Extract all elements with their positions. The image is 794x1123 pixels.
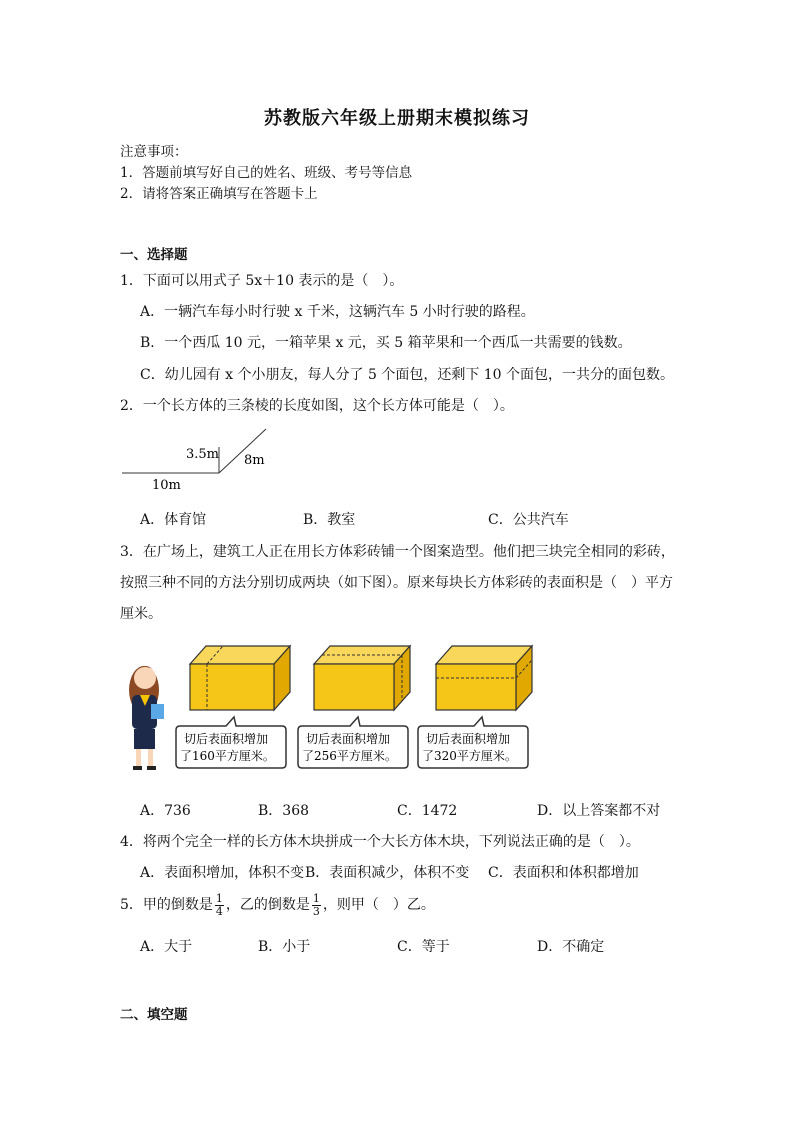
- q2-stem: 2．一个长方体的三条棱的长度如图，这个长方体可能是（ ）。: [120, 398, 514, 414]
- q1-stem: 1．下面可以用式子 5x＋10 表示的是（ ）。: [120, 273, 404, 289]
- cuboid-edges-figure: [118, 425, 278, 495]
- bubble-3-line1: 切后表面积增加: [426, 732, 511, 746]
- q3-option-c: C．1472: [397, 803, 458, 819]
- q3-stem-line2: 按照三种不同的方法分别切成两块（如下图）。原来每块长方体彩砖的表面积是（ ）平方: [120, 575, 673, 591]
- q5-stem-a: 5．甲的倒数是: [120, 897, 213, 913]
- q2-option-c: C．公共汽车: [488, 512, 569, 528]
- bubble-2-line2: 了256平方厘米。: [302, 749, 397, 763]
- q5-option-c: C．等于: [397, 939, 450, 955]
- brick-2: [314, 646, 410, 710]
- section1-heading: 一、选择题: [120, 247, 188, 263]
- q2-option-b: B．教室: [303, 512, 356, 528]
- q5-stem-c: ，则甲（ ）乙。: [322, 897, 435, 913]
- length-label: 10m: [152, 478, 181, 493]
- bubble-3-line2: 了320平方厘米。: [422, 749, 517, 763]
- page-title: 苏教版六年级上册期末模拟练习: [264, 108, 530, 129]
- teacher-illustration: [129, 666, 164, 770]
- bubble-1-line1: 切后表面积增加: [184, 732, 269, 746]
- q4-option-c: C．表面积和体积都增加: [488, 865, 639, 881]
- brick-1: [190, 646, 290, 710]
- q1-option-b: B．一个西瓜 10 元，一箱苹果 x 元，买 5 箱苹果和一个西瓜一共需要的钱数。: [140, 335, 632, 351]
- q5-option-b: B．小于: [258, 939, 311, 955]
- q3-option-b: B．368: [258, 803, 310, 819]
- q1-option-a: A．一辆汽车每小时行驶 x 千米，这辆汽车 5 小时行驶的路程。: [140, 304, 535, 320]
- bubble-1-line2: 了160平方厘米。: [180, 749, 275, 763]
- q1-option-c: C．幼儿园有 x 个小朋友，每人分了 5 个面包，还剩下 10 个面包，一共分的面包数。: [140, 367, 675, 383]
- height-label: 3.5m: [186, 447, 220, 462]
- q3-option-d: D．以上答案都不对: [537, 803, 661, 819]
- q2-option-a: A．体育馆: [140, 512, 207, 528]
- q4-option-a: A．表面积增加，体积不变: [140, 865, 305, 881]
- notice-item-1: 1．答题前填写好自己的姓名、班级、考号等信息: [120, 165, 413, 181]
- q5-option-a: A．大于: [140, 939, 193, 955]
- notice-item-2: 2．请将答案正确填写在答题卡上: [120, 186, 318, 202]
- q5-option-d: D．不确定: [537, 939, 605, 955]
- bubble-2-line1: 切后表面积增加: [306, 732, 391, 746]
- bubble-2: [298, 717, 408, 768]
- brick-cuts-figure: [118, 640, 538, 778]
- bubble-1: [176, 717, 286, 768]
- fraction-one-quarter: $\frac{1}{4}$: [215, 891, 223, 918]
- q5-stem-b: ，乙的倒数是: [225, 897, 310, 913]
- q5-stem: [120, 890, 435, 920]
- q3-stem-line1: 3．在广场上，建筑工人正在用长方体彩砖铺一个图案造型。他们把三块完全相同的彩砖，: [120, 544, 675, 560]
- fraction-one-third: $\frac{1}{3}$: [312, 891, 320, 918]
- section2-heading: 二、填空题: [120, 1007, 188, 1023]
- q4-option-b: B．表面积减少，体积不变: [305, 865, 470, 881]
- depth-label: 8m: [244, 453, 265, 468]
- brick-3: [436, 646, 532, 710]
- q4-stem: 4．将两个完全一样的长方体木块拼成一个大长方体木块，下列说法正确的是（ ）。: [120, 834, 640, 850]
- notice-heading: 注意事项：: [120, 144, 188, 160]
- bubble-3: [418, 717, 528, 768]
- q3-option-a: A．736: [140, 803, 191, 819]
- q3-stem-line3: 厘米。: [120, 606, 162, 622]
